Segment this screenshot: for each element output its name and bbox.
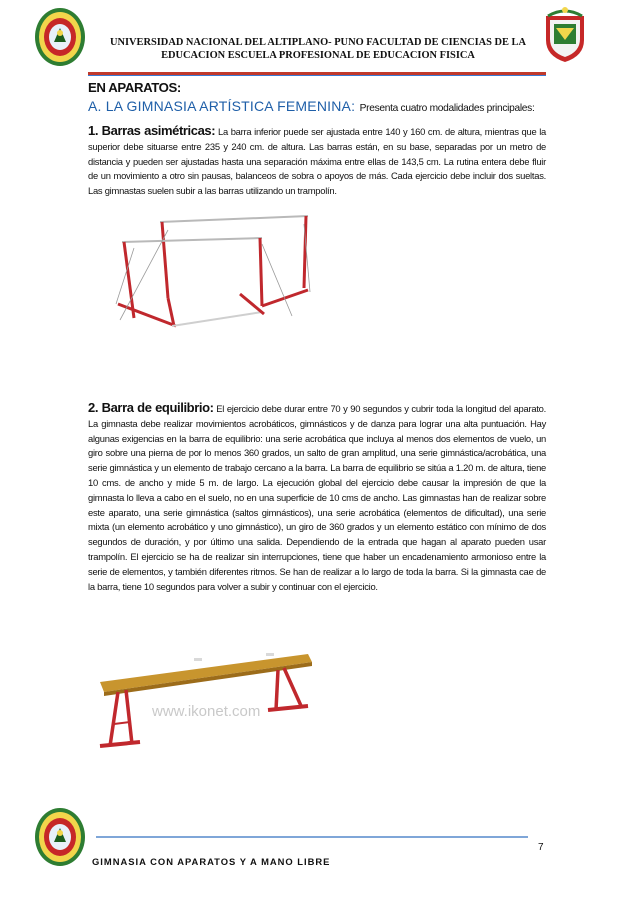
balance-beam-text: El ejercicio debe durar entre 70 y 90 segundos y cubrir toda la longitud del aparato. La gimnasta debe realizar movimientos acrobáticos, gimnásticos y de danza para lograr una alta puntuación. Hay algunas exigencias en la barra de equilibrio: una serie acrobática que incluya al menos dos elementos de vuelo, un giro sobre una pierna de por lo menos 360 grados, un salto de gran amplitud, una serie gimnástica/acrobática, una serie gimnástica y un elemento de trabajo cercano a la barra. La barra de equilibrio se sitúa a 1.20 m. de altura, tiene 10 cms. de ancho y mide 5 m. de largo. La ejecución global del ejercicio debe causar la impresión de que la gimnasta lo lleva a cabo en el suelo, no en una superficie de 10 cms de ancho. Las gimnastas han de realizar sobre este aparato, una serie gimnástica (saltos gimnásticos), una serie acrobática (elementos de dificultad), una serie mixta (un elemento acrobático y uno gimnástico), un giro de 360 grados y un elemento estático con mínimo de dos segundos de duración, y por último una salida. Dependiendo de la entrada que hagan al aparato pueden usar trampolín. El ejercicio se ha de realizar sin interrupciones, tiene que haber un encadenamiento armonioso entre la serie de elementos, y también diferentes ritmos. Se han de realizar a lo largo de toda la barra. Si la gimnasta cae de la barra, tiene 10 segundos para volver a subir y continuar con el ejercicio. bbox=[88, 403, 546, 592]
header-line-2: EDUCACION ESCUELA PROFESIONAL DE EDUCACION FISICA bbox=[161, 50, 475, 61]
beam-watermark: www.ikonet.com bbox=[152, 703, 261, 720]
header-rule-blue bbox=[88, 75, 546, 76]
gymnastics-heading bbox=[88, 98, 558, 116]
balance-beam-title: 2. Barra de equilibrio: bbox=[88, 400, 214, 415]
uneven-bars-illustration bbox=[112, 208, 312, 330]
section-label: EN APARATOS: bbox=[88, 80, 181, 95]
university-crest-logo bbox=[34, 6, 86, 68]
footer-text: GIMNASIA CON APARATOS Y A MANO LIBRE bbox=[92, 856, 331, 867]
footer-rule bbox=[96, 836, 528, 838]
gymnastics-heading-note: Presenta cuatro modalidades principales: bbox=[359, 103, 535, 114]
balance-beam-illustration bbox=[96, 648, 318, 758]
footer-university-crest-logo bbox=[34, 806, 86, 868]
uneven-bars-text: La barra inferior puede ser ajustada entre 140 y 160 cm. de altura, mientras que la superior debe situarse entre 235 y 240 cm. de altura. Las barras están, en su base, separadas por un metro de distancia y pueden ser ajustadas hasta una separación máxima entre ellas de 143,5 cm. La rutina entera debe fluir de un movimiento a otro sin pausas, balanceos de sobra o apoyos de más. Cada ejercicio debe incluir dos sueltas. Las gimnastas suelen subir a las barras utilizando un trampolín. bbox=[88, 126, 547, 197]
balance-beam-paragraph bbox=[88, 401, 546, 594]
header-line-1: UNIVERSIDAD NACIONAL DEL ALTIPLANO- PUNO FACULTAD DE CIENCIAS DE LA bbox=[110, 37, 526, 48]
gymnastics-heading-title: A. LA GIMNASIA ARTÍSTICA FEMENINA: bbox=[88, 98, 356, 114]
uneven-bars-paragraph bbox=[88, 124, 546, 199]
uneven-bars-title: 1. Barras asimétricas: bbox=[88, 123, 216, 138]
page-number: 7 bbox=[538, 842, 544, 853]
header-title bbox=[88, 36, 548, 62]
